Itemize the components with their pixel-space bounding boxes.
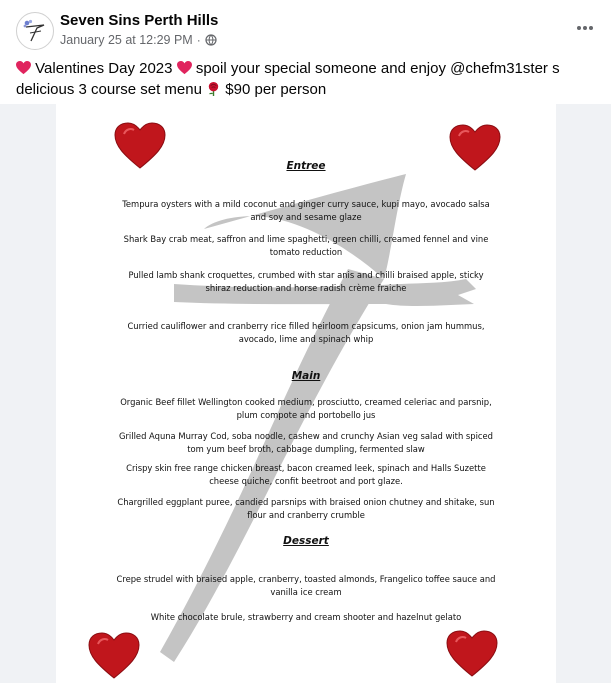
post-meta: [60, 32, 217, 48]
post-text-part2: spoil your special someone and enjoy @chefm31ster s delicious 3 course set menu: [16, 60, 560, 98]
meta-separator: ·: [196, 33, 201, 47]
post-text-part1: Valentines Day 2023: [31, 60, 177, 77]
menu-item: Shark Bay crab meat, saffron and lime spaghetti, green chilli, creamed fennel and vine tomato reduction: [123, 234, 489, 257]
main-heading: Main: [291, 370, 321, 382]
menu-item: Crepe strudel with braised apple, cranberry, toasted almonds, Frangelico toffee sauce and vanilla ice cream: [116, 574, 496, 597]
globe-icon: [205, 34, 217, 46]
menu-item: Crispy skin free range chicken breast, bacon creamed leek, spinach and Halls Suzette cheese quiche, confit beetroot and port glaze.: [126, 463, 486, 486]
menu-item: Chargrilled eggplant puree, candied parsnips with braised onion chutney and shitake, sun flour and cranberry crumble: [117, 497, 495, 520]
post-image[interactable]: [0, 104, 611, 683]
more-options-button[interactable]: [571, 14, 599, 42]
post-text-part3: $90 per person: [221, 81, 327, 98]
rose-emoji-icon: [206, 81, 221, 96]
menu-text: [56, 104, 556, 683]
red-heart-emoji-icon: [177, 61, 192, 75]
menu-item: Curried cauliflower and cranberry rice filled heirloom capsicums, onion jam hummus, avocado, lime and spinach whip: [127, 321, 485, 344]
menu-item: Tempura oysters with a mild coconut and ginger curry sauce, kupi mayo, avocado salsa and soy and sesame glaze: [122, 199, 490, 222]
dessert-heading: Dessert: [283, 535, 329, 547]
menu-item: Organic Beef fillet Wellington cooked medium, prosciutto, creamed celeriac and parsnip, plum compote and portobello jus: [120, 397, 492, 420]
menu-card: [56, 104, 556, 683]
menu-item: White chocolate brule, strawberry and cream shooter and hazelnut gelato: [150, 612, 462, 622]
red-heart-emoji-icon: [16, 61, 31, 75]
page-avatar[interactable]: [16, 12, 54, 50]
menu-item: Pulled lamb shank croquettes, crumbed with star anis and chilli braised apple, sticky shiraz reduction and horse radish crème fraiche: [128, 270, 484, 293]
post-timestamp[interactable]: January 25 at 12:29 PM: [60, 33, 193, 47]
menu-item: Grilled Aquna Murray Cod, soba noodle, cashew and crunchy Asian veg salad with spiced tom yum beef broth, cabbage dumpling, fermented slaw: [119, 431, 493, 454]
seven-sins-logo: [17, 13, 53, 49]
post-header: [0, 0, 611, 56]
page-name-link[interactable]: Seven Sins Perth Hills: [60, 12, 219, 29]
more-options-icon: [576, 25, 594, 31]
post-text: [16, 58, 596, 100]
entree-heading: Entree: [286, 160, 326, 172]
